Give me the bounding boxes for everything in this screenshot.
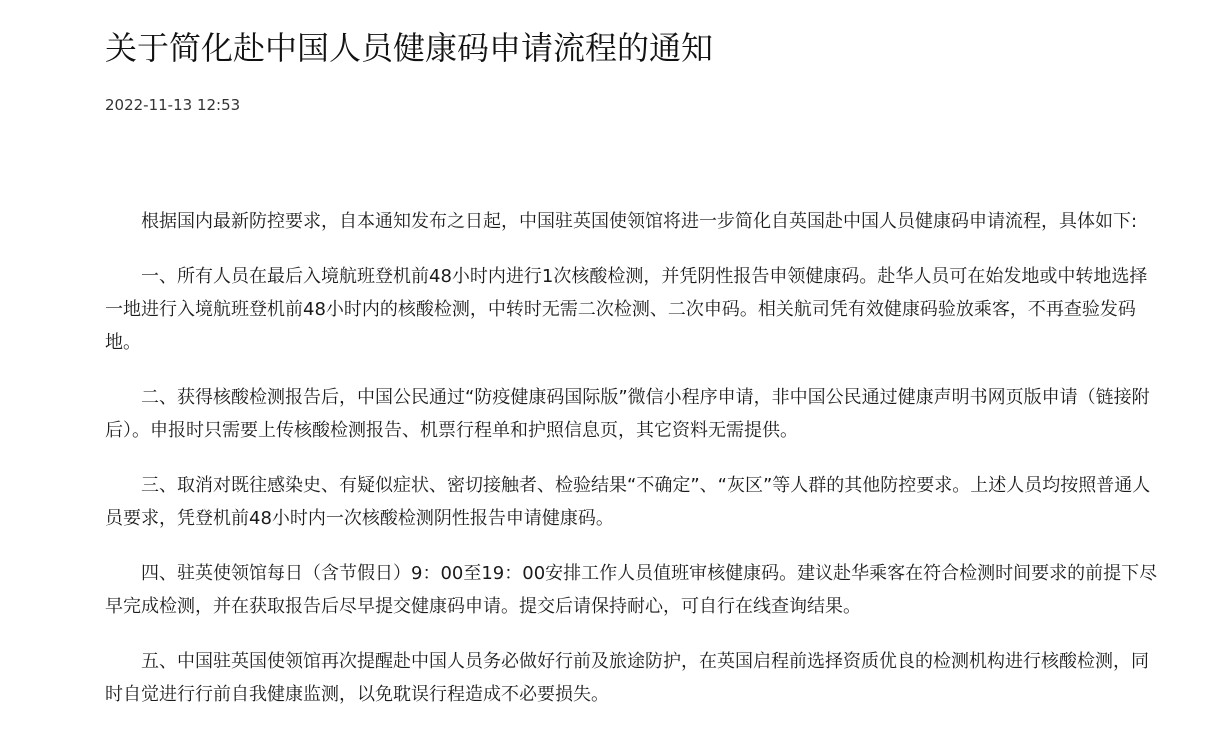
paragraph-2: 二、获得核酸检测报告后，中国公民通过“防疫健康码国际版”微信小程序申请，非中国公民通过健康声明书网页版申请（链接附后）。申报时只需要上传核酸检测报告、机票行程单和护照信息页，其它资料无需提供。 — [105, 387, 1150, 441]
paragraph-1: 一、所有人员在最后入境航班登机前48小时内进行1次核酸检测，并凭阴性报告申领健康码。赴华人员可在始发地或中转地选择一地进行入境航班登机前48小时内的核酸检测，中转时无需二次检测、二次申码。相关航司凭有效健康码验放乘客，不再查验发码地。 — [105, 266, 1148, 353]
paragraph-5: 五、中国驻英国使领馆再次提醒赴中国人员务必做好行前及旅途防护，在英国启程前选择资质优良的检测机构进行核酸检测，同时自觉进行行前自我健康监测，以免耽误行程造成不必要损失。 — [105, 651, 1149, 705]
article-body — [105, 205, 1165, 711]
paragraph-3: 三、取消对既往感染史、有疑似症状、密切接触者、检验结果“不确定”、“灰区”等人群的其他防控要求。上述人员均按照普通人员要求，凭登机前48小时内一次核酸检测阴性报告申请健康码。 — [105, 475, 1151, 529]
paragraph-4: 四、驻英使领馆每日（含节假日）9：00至19：00安排工作人员值班审核健康码。建议赴华乘客在符合检测时间要求的前提下尽早完成检测，并在获取报告后尽早提交健康码申请。提交后请保持耐心，可自行在线查询结果。 — [105, 563, 1158, 617]
article — [105, 0, 1165, 733]
paragraph-intro: 根据国内最新防控要求，自本通知发布之日起，中国驻英国使领馆将进一步简化自英国赴中国人员健康码申请流程，具体如下: — [141, 211, 1138, 232]
article-title: 关于简化赴中国人员健康码申请流程的通知 — [105, 29, 714, 67]
publish-date: 2022-11-13 12:53 — [105, 96, 241, 114]
